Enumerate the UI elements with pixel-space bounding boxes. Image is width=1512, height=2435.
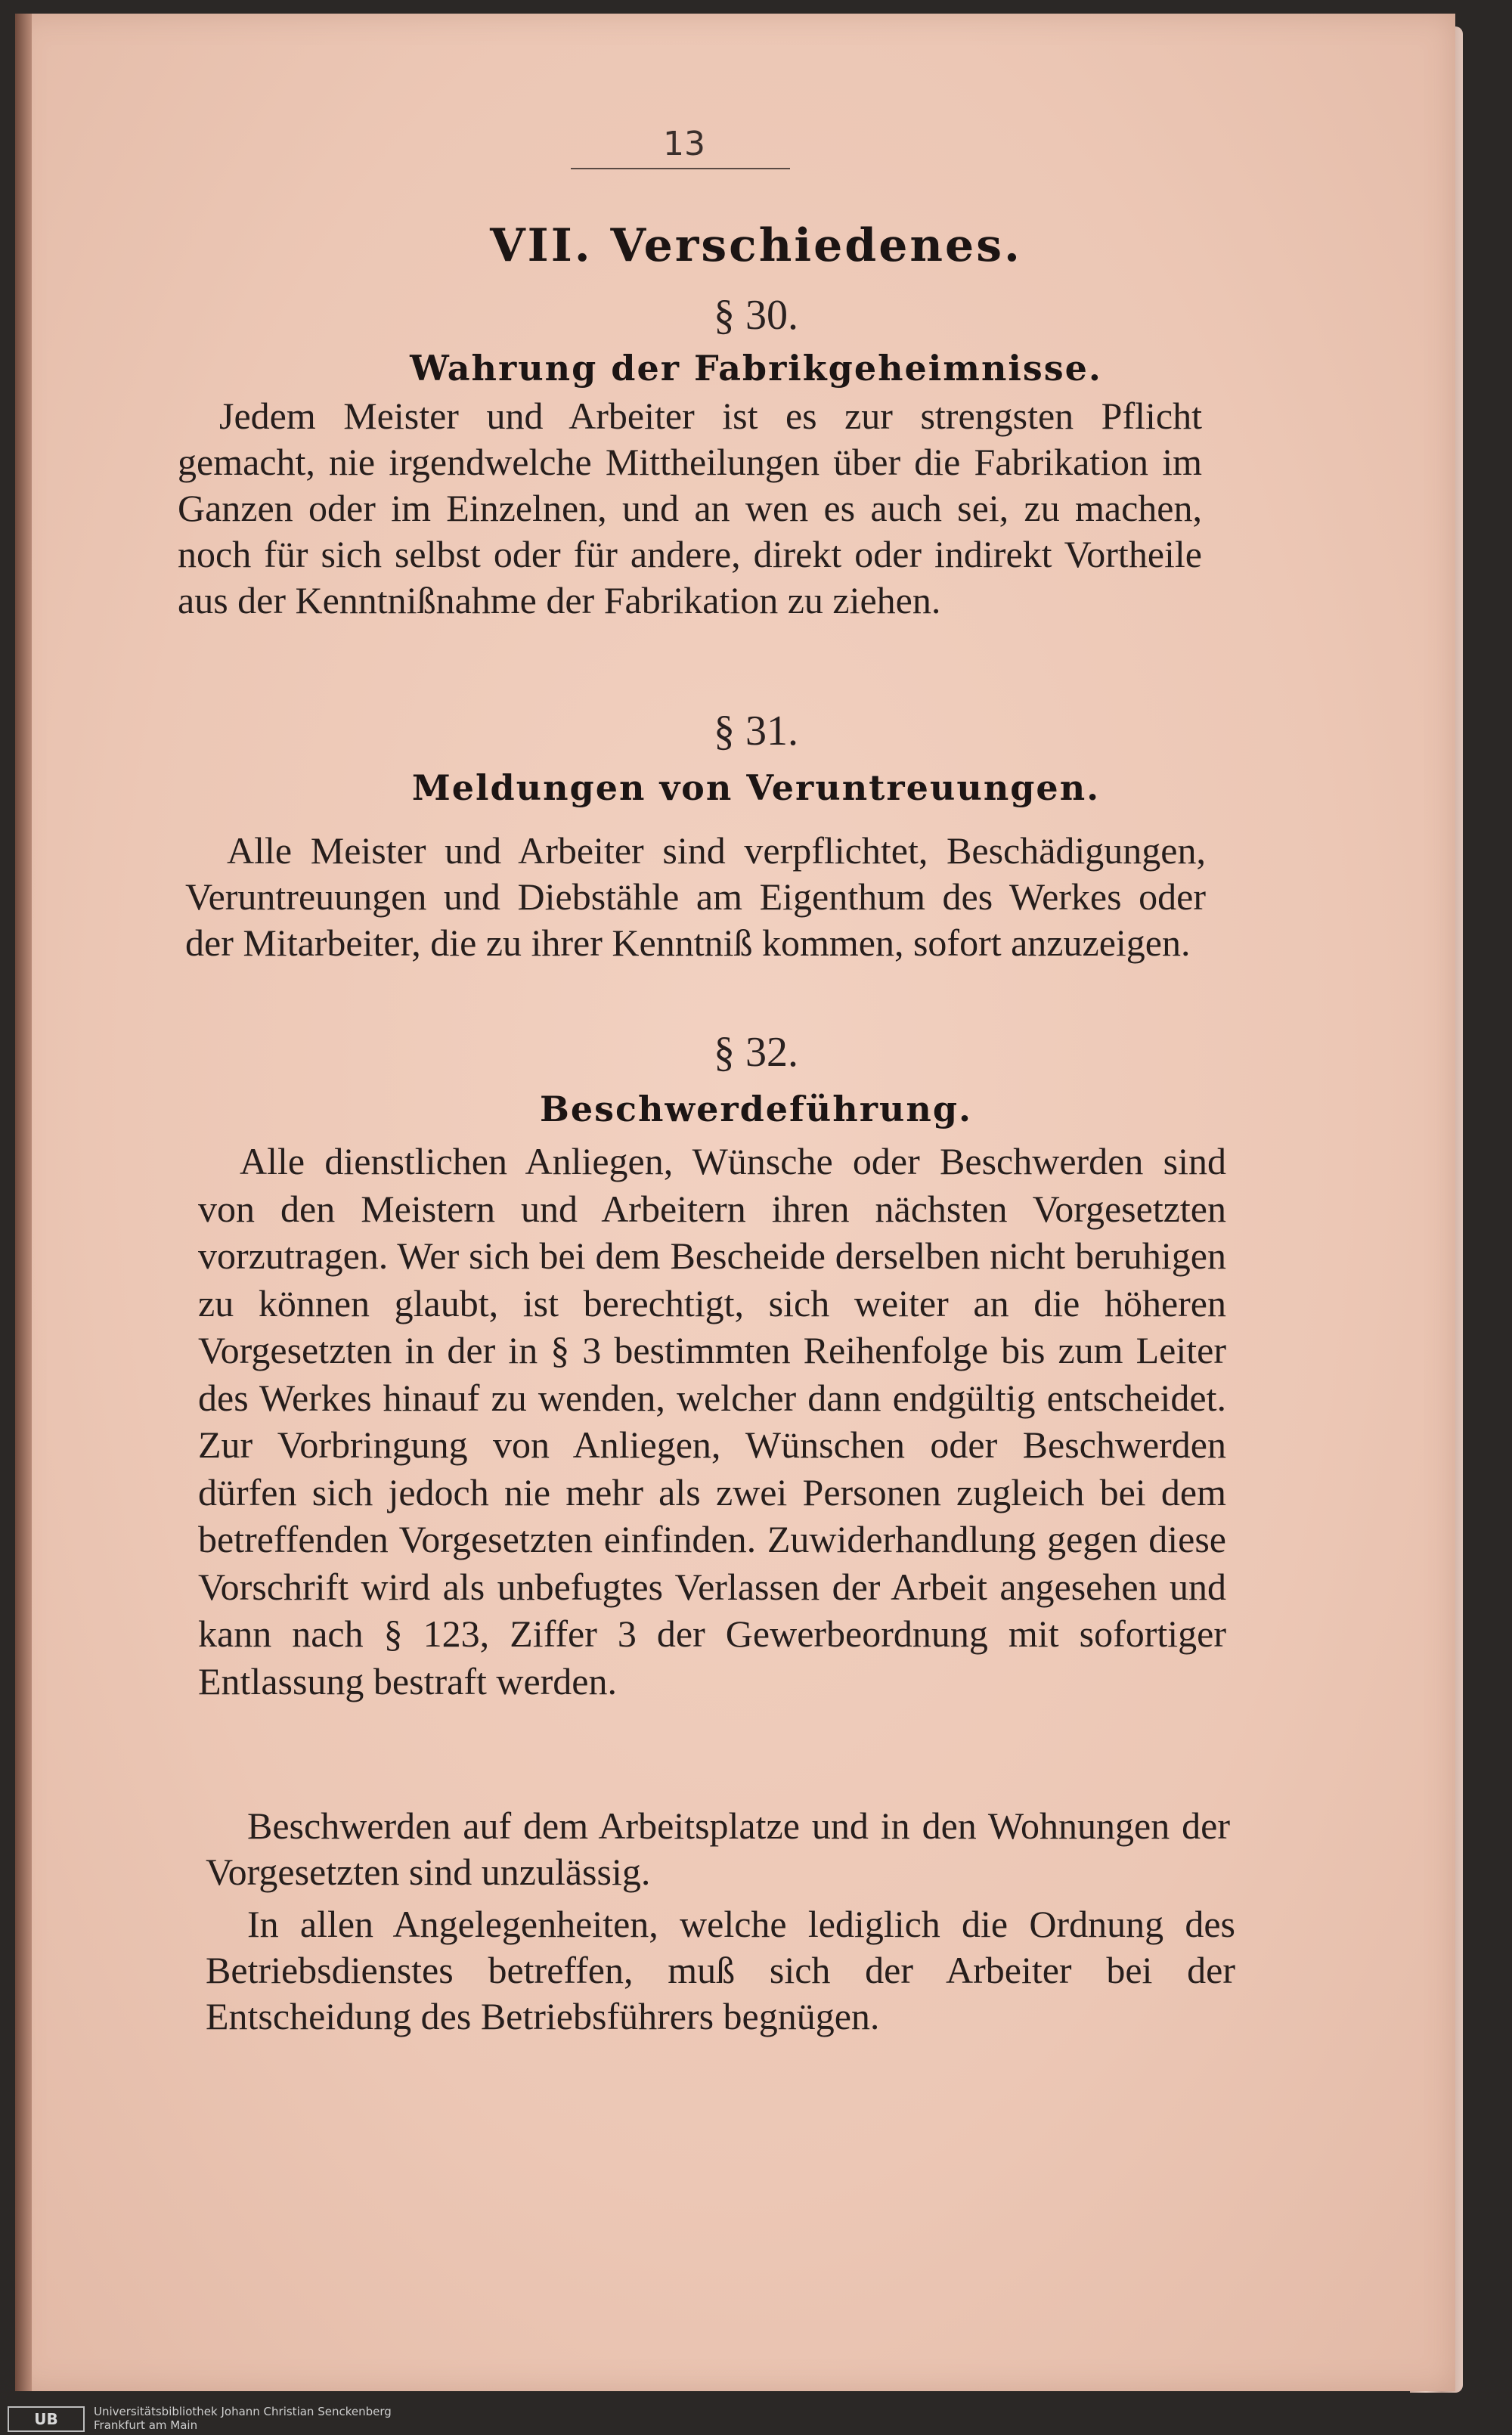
chapter-title: VII. Verschiedenes. — [490, 219, 1022, 272]
section-31-paragraph: Alle Meister und Arbeiter sind verpflichtet, Beschädigungen, Veruntreuungen und Diebstähle am Eigenthum des Werkes oder der Mitarbeiter, die zu ihrer Kenntniß kommen, sofort anzuzeigen. — [185, 829, 1206, 964]
section-number-31: § 31. — [714, 708, 798, 754]
section-32-paragraph-2: Beschwerden auf dem Arbeitsplatze und in den Wohnungen der Vorgesetzten sind unzulässig. — [206, 1805, 1230, 1893]
page-number-rule — [571, 168, 790, 169]
section-number-32: § 32. — [714, 1029, 798, 1076]
section-30-paragraph: Jedem Meister und Arbeiter ist es zur strengsten Pflicht gemacht, nie irgendwelche Mittheilungen über die Fabrikation im Ganzen oder im Einzelnen, und an wen es auch sei, zu machen, noch für sich selbst oder für andere, direkt oder indirekt Vortheile aus der Kenntnißnahme der Fabrikation zu ziehen. — [178, 395, 1202, 621]
section-title-30: Wahrung der Fabrikgeheimnisse. — [410, 348, 1102, 389]
library-name: Universitätsbibliothek Johann Christian Senckenberg — [94, 2405, 392, 2418]
section-number-30: § 30. — [714, 292, 798, 339]
section-title-32: Beschwerdeführung. — [539, 1089, 972, 1129]
section-32-paragraph-1: Alle dienstlichen Anliegen, Wünsche oder Beschwerden sind von den Meistern und Arbeitern ihren nächsten Vorgesetzten vorzutragen. Wer sich bei dem Bescheide derselben nicht beruhigen zu können glaubt, ist berechtigt, sich weiter an die höheren Vorgesetzten in der in § 3 bestimmten Reihenfolge bis zum Leiter des Werkes hinauf zu wenden, welcher dann endgültig entscheidet. Zur Vorbringung von Anliegen, Wünschen oder Beschwerden dürfen sich jedoch nie mehr als zwei Personen zugleich bei dem betreffenden Vorgesetzten einfinden. Zuwiderhandlung gegen diese Vorschrift wird als unbefugtes Verlassen der Arbeit angesehen und kann nach § 123, Ziffer 3 der Gewerbeordnung mit sofortiger Entlassung bestraft werden. — [198, 1140, 1226, 1702]
library-city: Frankfurt am Main — [94, 2418, 198, 2432]
library-footer — [0, 2400, 1512, 2435]
section-32-paragraph-3: In allen Angelegenheiten, welche lediglich die Ordnung des Betriebsdienstes betreffen, muß sich der Arbeiter bei der Entscheidung des Betriebsführers begnügen. — [206, 1903, 1235, 2037]
page-number: 13 — [663, 125, 705, 163]
ub-logo: UB — [8, 2406, 85, 2432]
section-title-31: Meldungen von Veruntreuungen. — [411, 767, 1101, 808]
library-credit — [94, 2405, 392, 2432]
